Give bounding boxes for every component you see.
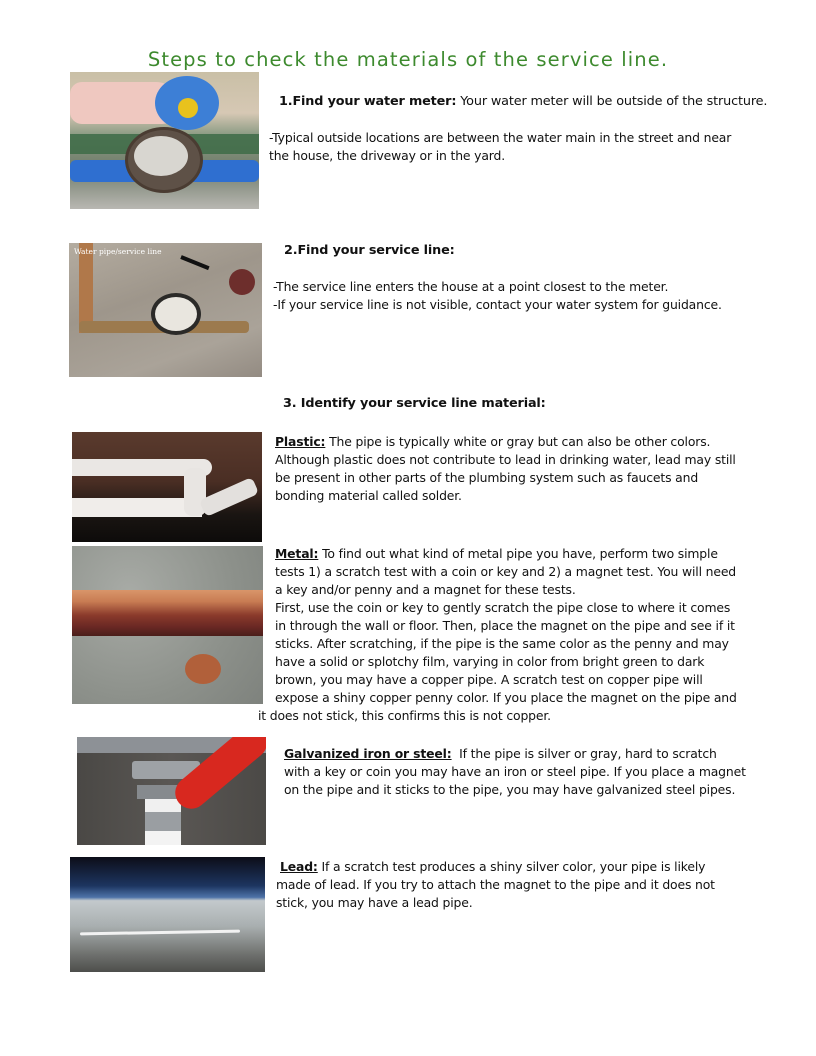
metal-line-2: tests 1) a scratch test with a coin or key and 2) a magnet test. You will need (275, 564, 737, 579)
metal-line-4: First, use the coin or key to gently scratch the pipe close to where it comes (275, 600, 731, 615)
step-1-detail-2: the house, the driveway or in the yard. (269, 148, 506, 163)
galvanized-pipe-photo (77, 737, 266, 845)
photo-caption: Water pipe/service line (74, 247, 162, 256)
step-2-heading: 2.Find your service line: (284, 243, 455, 258)
lead-pipe-photo (70, 857, 265, 972)
metal-line-6: sticks. After scratching, if the pipe is the same color as the penny and may (275, 636, 729, 651)
photo-detail (134, 136, 188, 176)
lead-line-3: stick, you may have a lead pipe. (276, 895, 473, 910)
step-2-detail-1: -The service line enters the house at a point closest to the meter. (273, 279, 669, 294)
galvanized-line-2: with a key or coin you may have an iron or steel pipe. If you place a magnet (284, 764, 746, 779)
plastic-line-3: be present in other parts of the plumbing system such as faucets and (275, 470, 699, 485)
plastic-line-1 (275, 433, 710, 451)
lead-line-2: made of lead. If you try to attach the magnet to the pipe and it does not (276, 877, 715, 892)
plastic-pipe-photo (72, 432, 262, 542)
photo-detail (79, 243, 93, 333)
plastic-label: Plastic: (275, 434, 326, 449)
lead-line-1 (280, 858, 705, 876)
metal-line-8: brown, you may have a copper pipe. A scratch test on copper pipe will (275, 672, 703, 687)
water-meter-photo (70, 72, 259, 209)
photo-detail (145, 799, 181, 845)
step-2-detail-2: -If your service line is not visible, contact your water system for guidance. (273, 297, 722, 312)
metal-line-5: in through the wall or floor. Then, place the magnet on the pipe and see if it (275, 618, 735, 633)
photo-detail (80, 930, 240, 936)
photo-detail (178, 98, 198, 118)
step-3-heading: 3. Identify your service line material: (283, 396, 546, 411)
metal-text: To find out what kind of metal pipe you have, perform two simple (318, 546, 718, 561)
page-title: Steps to check the materials of the service line. (147, 48, 669, 71)
photo-detail (199, 477, 259, 517)
lead-text: If a scratch test produces a shiny silver color, your pipe is likely (317, 859, 706, 874)
plastic-line-2: Although plastic does not contribute to lead in drinking water, lead may still (275, 452, 736, 467)
metal-line-1 (275, 545, 718, 563)
galvanized-line-1 (284, 745, 717, 763)
copper-pipe-photo (72, 546, 263, 704)
step-1-heading-line (279, 93, 767, 111)
metal-line-7: have a solid or splotchy film, varying in color from bright green to dark (275, 654, 705, 669)
arrow-icon (180, 255, 209, 270)
galvanized-line-3: on the pipe and it sticks to the pipe, you may have galvanized steel pipes. (284, 782, 736, 797)
photo-detail (151, 293, 201, 335)
galvanized-label: Galvanized iron or steel: (284, 746, 452, 761)
step-1-heading: 1.Find your water meter: (279, 94, 457, 109)
service-line-photo (69, 243, 262, 377)
metal-label: Metal: (275, 546, 319, 561)
metal-line-9: expose a shiny copper penny color. If you place the magnet on the pipe and (275, 690, 737, 705)
step-1-text: Your water meter will be outside of the structure. (456, 94, 768, 109)
metal-line-10: it does not stick, this confirms this is not copper. (258, 708, 551, 723)
galvanized-text: If the pipe is silver or gray, hard to scratch (451, 746, 717, 761)
photo-detail (72, 590, 263, 636)
metal-line-3: a key and/or penny and a magnet for these tests. (275, 582, 576, 597)
photo-detail (229, 269, 255, 295)
step-1-detail-1: -Typical outside locations are between the water main in the street and near (269, 130, 732, 145)
penny-icon (185, 654, 221, 684)
lead-label: Lead: (280, 859, 318, 874)
photo-detail (72, 498, 202, 517)
plastic-line-4: bonding material called solder. (275, 488, 462, 503)
plastic-text: The pipe is typically white or gray but can also be other colors. (325, 434, 711, 449)
